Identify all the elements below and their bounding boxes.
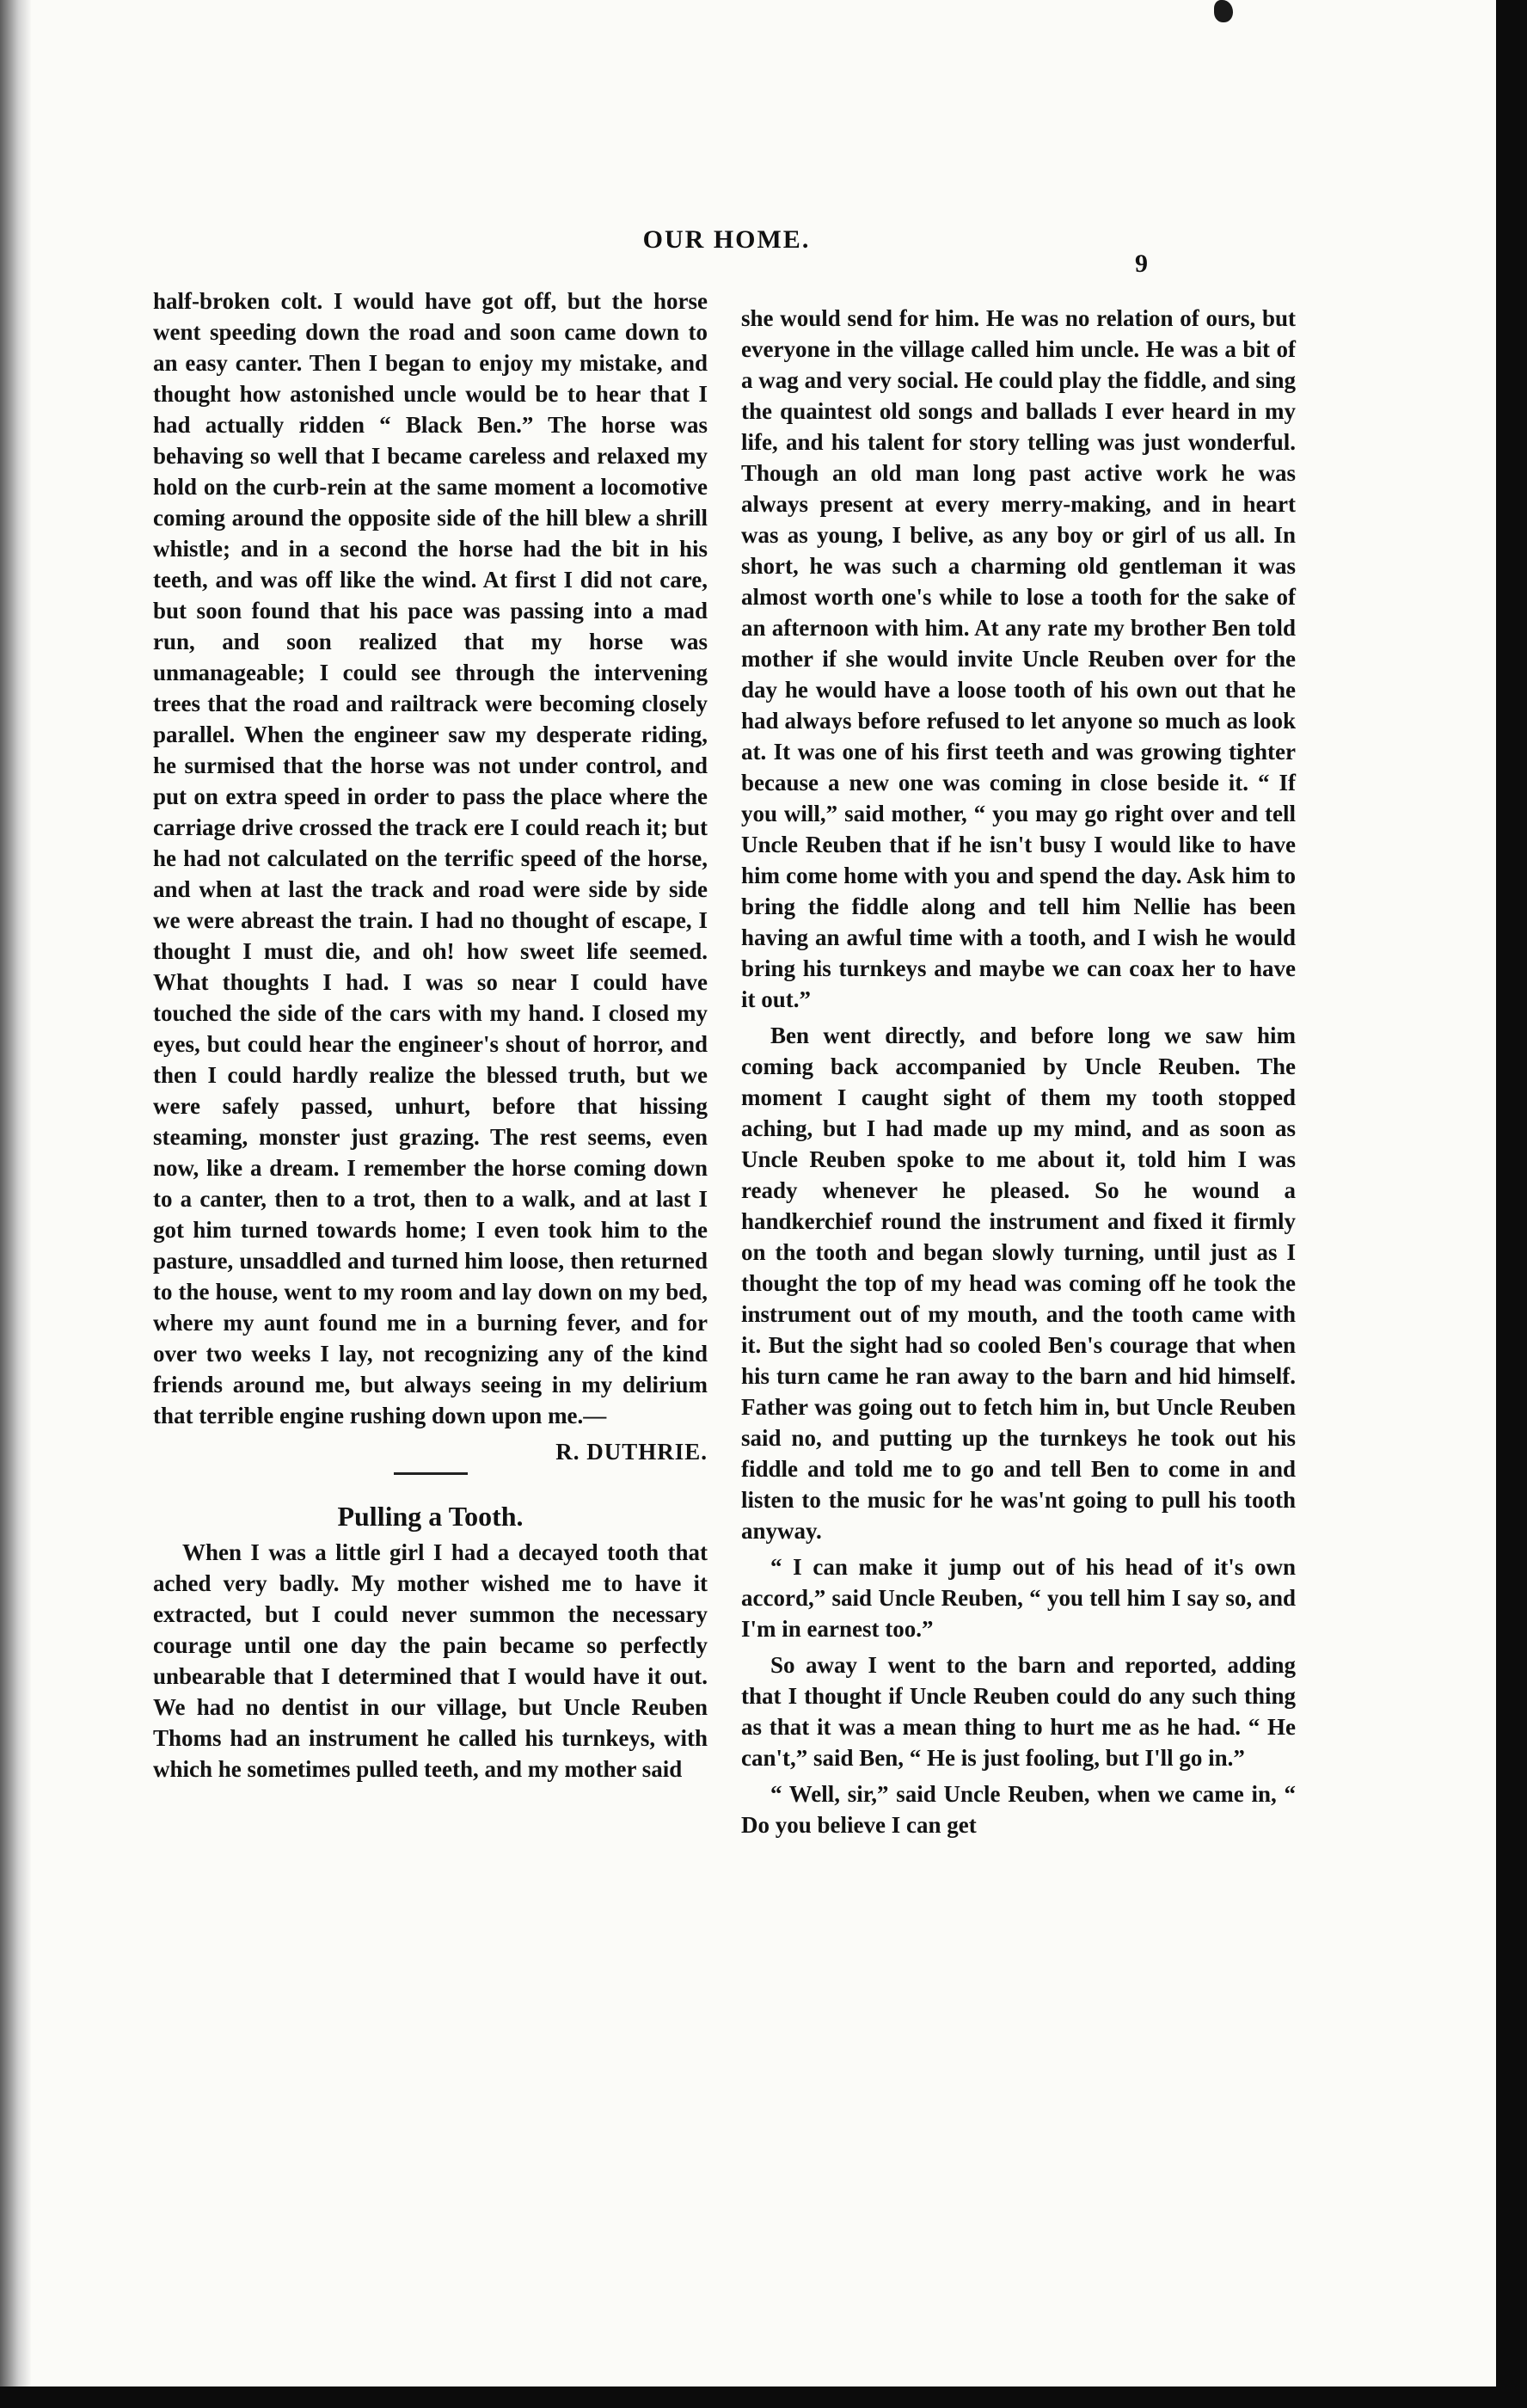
paragraph: So away I went to the barn and reported, adding that I thought if Uncle Reuben could do any such thing as that it was a mean thing to hurt me as he had. “ He can't,” said Ben, “ He is just fooling, but I'll go in.” [741,1652,1296,1771]
left-column [153,286,708,1790]
page-header [146,225,1307,268]
paragraph: she would send for him. He was no relation of ours, but everyone in the village called him uncle. He was a bit of a wag and very social. He could play the fiddle, and sing the quaintest old songs and ballads I ever heard in my life, and his talent for story telling was just wonderful. Though an old man long past active work he was always present at every merry-making, and in heart was as young, I belive, as any boy or girl of us all. In short, he was such a charming old gentleman it was almost worth one's while to lose a tooth for the sake of an afternoon with him. At any rate my brother Ben told mother if she would invite Uncle Reuben over for the day he would have a loose tooth of his own out that he had always before refused to let anyone so much as look at. It was one of his first teeth and was growing tighter because a new one was coming in close beside it. “ If you will,” said mother, “ you may go right over and tell Uncle Reuben that if he isn't busy I would like to have him come home with you and spend the day. Ask him to bring the fiddle along and tell him Nellie has been having an awful time with a tooth, and I wish he would bring his turnkeys and maybe we can coax her to have it out.” [741,305,1296,1012]
running-head: OUR HOME. [642,225,811,254]
story-text: half-broken colt. I would have got off, but the horse went speeding down the road and soon came down to an easy canter. Then I began to enjoy my mistake, and thought how astonished uncle would be to hear that I had actually ridden “ Black Ben.” The horse was behaving so well that I became careless and relaxed my hold on the curb-rein at the same moment a locomotive coming around the opposite side of the hill blew a shrill whistle; and in a second the horse had the bit in his teeth, and was off like the wind. At first I did not care, but soon found that his pace was passing into a mad run, and soon realized that my horse was unmanageable; I could see through the intervening trees that the road and railtrack were becoming closely parallel. When the engineer saw my desperate riding, he surmised that the horse was not under control, and put on extra speed in order to pass the place where the carriage drive crossed the track ere I could reach it; but he had not calculated on the terrific speed of the horse, and when at last the track and road were side by side we were abreast the train. I had no thought of escape, I thought I must die, and oh! how sweet life seemed. What thoughts I had. I was so near I could have touched the side of the cars with my hand. I closed my eyes, but could hear the engineer's shout of horror, and then I could hardly realize the blessed truth, but we were safely passed, unhurt, before that hissing steaming, monster just grazing. The rest seems, even now, like a dream. I remember the horse coming down to a canter, then to a trot, then to a walk, and at last I got him turned towards home; I even took him to the pasture, unsaddled and turned him loose, then returned to the house, went to my room and lay down on my bed, where my aunt found me in a burning fever, and for over two weeks I lay, not recognizing any of the kind friends around me, but always seeing in my delirium that terrible engine rushing down upon me.— [153,288,708,1428]
page-edge-shadow [0,0,31,2386]
page-number: 9 [1135,249,1148,278]
right-column [741,303,1296,1846]
paragraph: “ Well, sir,” said Uncle Reuben, when we came in, “ Do you believe I can get [741,1781,1296,1838]
author-signature: R. DUTHRIE. [555,1439,708,1465]
ink-speck [1214,0,1233,22]
tooth-paragraph: When I was a little girl I had a decayed tooth that ached very badly. My mother wished me to have it extracted, but I could never summon the necessary courage until one day the pain became so perfectly unbearable that I determined that I would have it out. We had no dentist in our village, but Uncle Reuben Thoms had an instrument he called his turnkeys, with which he sometimes pulled teeth, and my mother said [153,1539,708,1782]
section-divider [394,1472,468,1475]
paragraph: Ben went directly, and before long we saw him coming back accompanied by Uncle Reuben. The moment I caught sight of them my tooth stopped aching, but I had made up my mind, and as soon as Uncle Reuben spoke to me about it, told him I was ready whenever he pleased. So he wound a handkerchief round the instrument and fixed it firmly on the tooth and began slowly turning, until just as I thought the top of my head was coming off he took the instrument out of my mouth, and the tooth came with it. But the sight had so cooled Ben's courage that when his turn came he ran away to the barn and hid himself. Father was going out to fetch him in, but Uncle Reuben said no, and putting up the turnkeys he took out his fiddle and told me to go and tell Ben to come in and listen to the music for he was'nt going to pull his tooth anyway. [741,1023,1296,1544]
section-title: Pulling a Tooth. [337,1501,524,1532]
paragraph: “ I can make it jump out of his head of it's own accord,” said Uncle Reuben, “ you tell him I say so, and I'm in earnest too.” [741,1554,1296,1642]
